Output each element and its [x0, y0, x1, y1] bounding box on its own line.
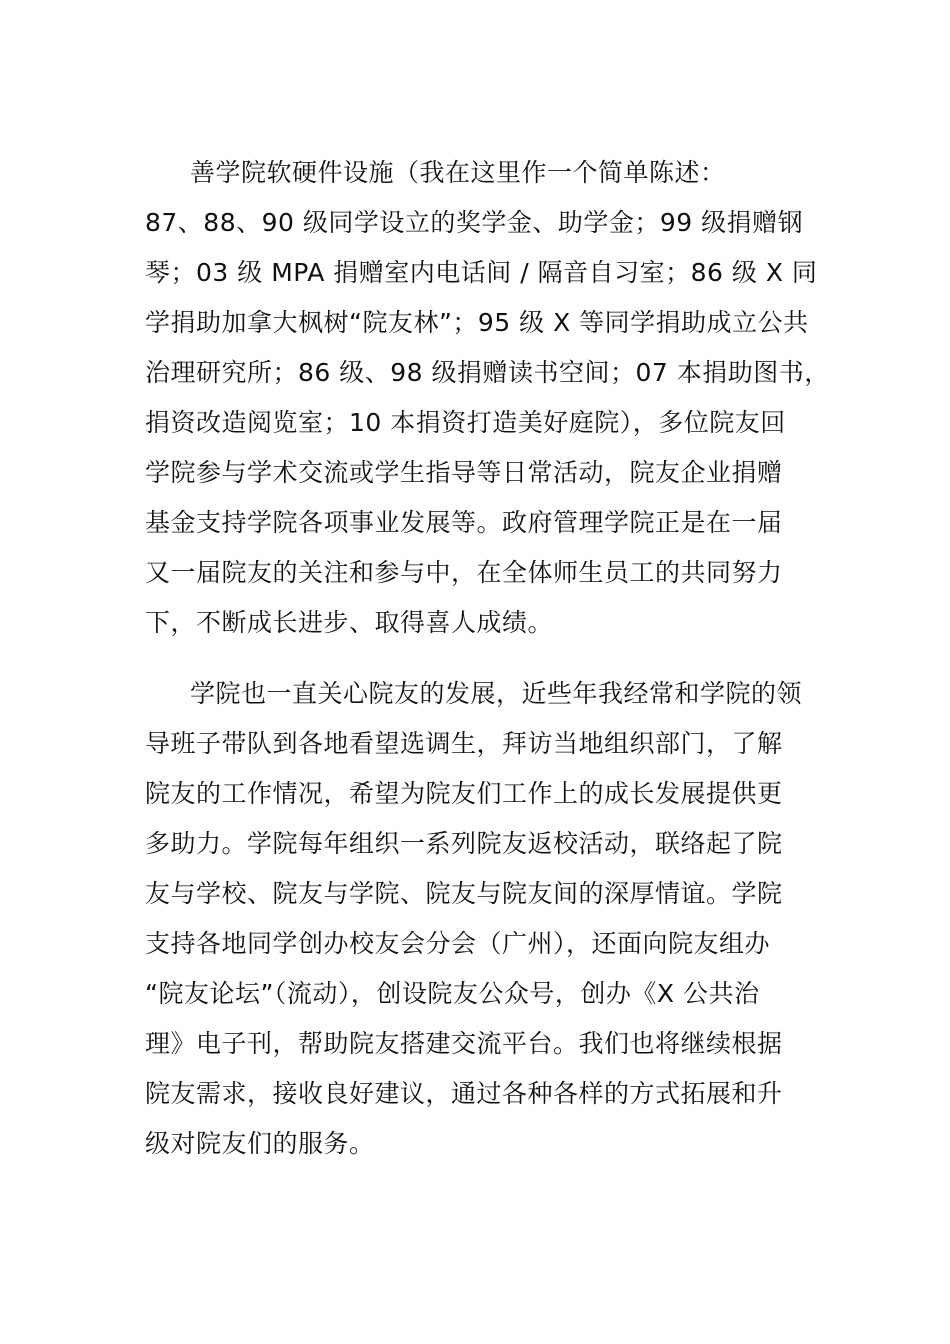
paragraph-line: 学院参与学术交流或学生指导等日常活动，院友企业捐赠 — [145, 458, 783, 487]
paragraph-line: 基金支持学院各项事业发展等。政府管理学院正是在一届 — [145, 508, 783, 537]
paragraph-line: 学院也一直关心院友的发展，近些年我经常和学院的领 — [190, 679, 803, 708]
paragraph-line: 院友的工作情况，希望为院友们工作上的成长发展提供更 — [145, 779, 783, 808]
paragraph-line: 级对院友们的服务。 — [145, 1129, 375, 1158]
paragraph-line: 导班子带队到各地看望选调生，拜访当地组织部门，了解 — [145, 729, 783, 758]
paragraph-line: 又一届院友的关注和参与中，在全体师生员工的共同努力 — [145, 558, 783, 587]
paragraph-line: 下，不断成长进步、取得喜人成绩。 — [145, 608, 554, 637]
paragraph-line: 多助力。学院每年组织一系列院友返校活动，联络起了院 — [145, 829, 783, 858]
paragraph-line: 87、88、90 级同学设立的奖学金、助学金；99 级捐赠钢 — [145, 208, 804, 237]
paragraph-line: 理》电子刊，帮助院友搭建交流平台。我们也将继续根据 — [145, 1029, 783, 1058]
paragraph-line: 院友需求，接收良好建议，通过各种各样的方式拓展和升 — [145, 1079, 783, 1108]
paragraph-line: 学捐助加拿大枫树“院友林”；95 级 X 等同学捐助成立公共 — [145, 308, 809, 337]
paragraph-line: “院友论坛”（流动），创设院友公众号，创办《X 公共治 — [145, 979, 760, 1008]
paragraph-line: 善学院软硬件设施（我在这里作一个简单陈述： — [190, 158, 726, 187]
paragraph-line: 捐资改造阅览室；10 本捐资打造美好庭院），多位院友回 — [145, 408, 786, 437]
paragraph-line: 友与学校、院友与学院、院友与院友间的深厚情谊。学院 — [145, 879, 783, 908]
paragraph-line: 治理研究所；86 级、98 级捐赠读书空间；07 本捐助图书， — [145, 358, 830, 387]
paragraph-line: 支持各地同学创办校友会分会（广州），还面向院友组办 — [145, 929, 771, 958]
paragraph-line: 琴；03 级 MPA 捐赠室内电话间 / 隔音自习室；86 级 X 同 — [145, 258, 818, 287]
